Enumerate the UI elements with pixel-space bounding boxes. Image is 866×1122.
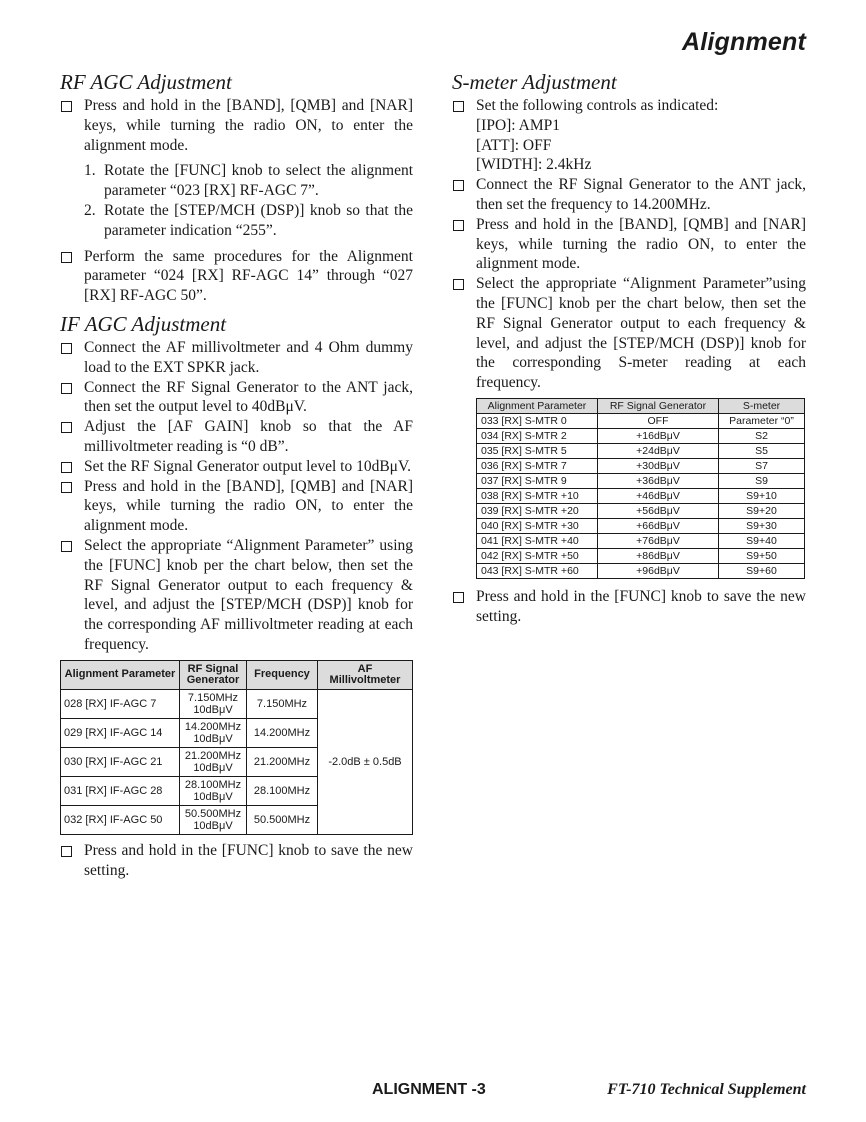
table-row bbox=[477, 473, 805, 488]
param-cell: 032 [RX] IF-AGC 50 bbox=[61, 805, 180, 834]
smeter-cell: S9+30 bbox=[719, 518, 805, 533]
rf-agc-item bbox=[60, 247, 413, 306]
frequency-cell: 7.150MHz bbox=[247, 689, 318, 718]
smeter-item bbox=[452, 175, 806, 215]
frequency-cell: 28.100MHz bbox=[247, 776, 318, 805]
smeter-cell: S7 bbox=[719, 458, 805, 473]
if-agc-item bbox=[60, 536, 413, 655]
smeter-cell: S9+50 bbox=[719, 548, 805, 563]
page-header-title: Alignment bbox=[681, 28, 806, 56]
smeter-item-text: Select the appropriate “Alignment Parameter”using the [FUNC] knob per the chart below, then set the RF Signal Generator output to each frequency & level, and adjust the [STEP/MCH (DSP)] knob for the corresponding S-meter reading at each frequency. bbox=[476, 275, 806, 392]
smeter-item bbox=[452, 96, 806, 116]
generator-cell bbox=[180, 689, 247, 718]
column-header: Alignment Parameter bbox=[61, 660, 180, 689]
param-cell: 030 [RX] IF-AGC 21 bbox=[61, 747, 180, 776]
table-row bbox=[477, 503, 805, 518]
table-row bbox=[477, 548, 805, 563]
param-cell: 041 [RX] S-MTR +40 bbox=[477, 533, 598, 548]
if-agc-final-text: Press and hold in the [FUNC] knob to save the new setting. bbox=[84, 841, 413, 879]
table-row bbox=[61, 689, 413, 718]
checkbox-icon bbox=[61, 422, 72, 433]
smeter-item bbox=[452, 274, 806, 393]
smeter-table-body bbox=[477, 413, 805, 578]
rf-agc-item bbox=[60, 96, 413, 155]
generator-cell: +24dBμV bbox=[598, 443, 719, 458]
smeter-cell: S9+10 bbox=[719, 488, 805, 503]
if-agc-final-item bbox=[60, 841, 413, 881]
smeter-item bbox=[452, 215, 806, 274]
checkbox-icon bbox=[61, 846, 72, 857]
checkbox-icon bbox=[61, 101, 72, 112]
generator-cell: +36dBμV bbox=[598, 473, 719, 488]
left-column bbox=[60, 70, 413, 880]
step-number: 1. bbox=[84, 162, 96, 180]
generator-cell: +46dBμV bbox=[598, 488, 719, 503]
table-row bbox=[477, 413, 805, 428]
smeter-final-text: Press and hold in the [FUNC] knob to save the new setting. bbox=[476, 587, 806, 625]
table-row bbox=[477, 488, 805, 503]
table-header-row bbox=[61, 660, 413, 689]
table-row bbox=[477, 518, 805, 533]
param-cell: 038 [RX] S-MTR +10 bbox=[477, 488, 598, 503]
param-cell: 037 [RX] S-MTR 9 bbox=[477, 473, 598, 488]
document-title: FT-710 Technical Supplement bbox=[607, 1081, 806, 1098]
generator-cell: +66dBμV bbox=[598, 518, 719, 533]
if-agc-item-text: Select the appropriate “Alignment Parameter” using the [FUNC] knob per the chart below, then set the RF Signal Generator output to each frequency & level, and adjust the [STEP/MCH (DSP)] knob for the corresponding AF millivoltmeter reading at each frequency. bbox=[84, 536, 413, 653]
if-agc-item bbox=[60, 338, 413, 378]
column-header: AF Millivoltmeter bbox=[318, 660, 413, 689]
step-number: 2. bbox=[84, 201, 96, 219]
smeter-cell: S9+20 bbox=[719, 503, 805, 518]
if-agc-item bbox=[60, 477, 413, 536]
control-setting: [IPO]: AMP1 bbox=[476, 116, 560, 134]
param-cell: 028 [RX] IF-AGC 7 bbox=[61, 689, 180, 718]
checkbox-icon bbox=[453, 101, 464, 112]
smeter-cell: S9+60 bbox=[719, 563, 805, 578]
step-text: Rotate the [STEP/MCH (DSP)] knob so that the parameter indication “255”. bbox=[104, 201, 413, 239]
smeter-cell: Parameter “0” bbox=[719, 413, 805, 428]
rf-agc-title: RF AGC Adjustment bbox=[60, 70, 232, 94]
smeter-table bbox=[476, 398, 805, 579]
checkbox-icon bbox=[453, 279, 464, 290]
column-header: S-meter bbox=[719, 398, 805, 413]
smeter-cell: S5 bbox=[719, 443, 805, 458]
gen-level: 10dBμV bbox=[193, 732, 233, 745]
generator-cell: +86dBμV bbox=[598, 548, 719, 563]
if-agc-item-text: Press and hold in the [BAND], [QMB] and [NAR] keys, while turning the radio ON, to enter the alignment mode. bbox=[84, 477, 413, 535]
smeter-item-text: Connect the RF Signal Generator to the ANT jack, then set the frequency to 14.200MHz. bbox=[476, 176, 806, 213]
checkbox-icon bbox=[453, 180, 464, 191]
param-cell: 034 [RX] S-MTR 2 bbox=[477, 428, 598, 443]
step-text: Rotate the [FUNC] knob to select the alignment parameter “023 [RX] RF-AGC 7”. bbox=[104, 162, 413, 200]
smeter-item-text: Set the following controls as indicated: bbox=[476, 97, 719, 114]
param-cell: 036 [RX] S-MTR 7 bbox=[477, 458, 598, 473]
gen-level: 10dBμV bbox=[193, 703, 233, 716]
generator-cell bbox=[180, 747, 247, 776]
gen-freq: 21.200MHz bbox=[184, 749, 242, 762]
generator-cell bbox=[180, 718, 247, 747]
checkbox-icon bbox=[61, 252, 72, 263]
generator-cell bbox=[180, 805, 247, 834]
gen-level: 10dBμV bbox=[193, 819, 233, 832]
column-header: RF Signal Generator bbox=[180, 660, 247, 689]
column-header: Frequency bbox=[247, 660, 318, 689]
checkbox-icon bbox=[453, 220, 464, 231]
smeter-title: S-meter Adjustment bbox=[452, 70, 617, 94]
if-agc-item bbox=[60, 457, 413, 477]
param-cell: 031 [RX] IF-AGC 28 bbox=[61, 776, 180, 805]
rf-agc-step bbox=[60, 161, 413, 201]
if-agc-title: IF AGC Adjustment bbox=[60, 311, 227, 336]
generator-cell bbox=[180, 776, 247, 805]
param-cell: 035 [RX] S-MTR 5 bbox=[477, 443, 598, 458]
if-agc-item bbox=[60, 417, 413, 457]
table-row bbox=[477, 563, 805, 578]
param-cell: 040 [RX] S-MTR +30 bbox=[477, 518, 598, 533]
smeter-cell: S2 bbox=[719, 428, 805, 443]
checkbox-icon bbox=[61, 462, 72, 473]
frequency-cell: 21.200MHz bbox=[247, 747, 318, 776]
table-row bbox=[477, 443, 805, 458]
right-column bbox=[452, 70, 806, 627]
generator-cell: +56dBμV bbox=[598, 503, 719, 518]
param-cell: 042 [RX] S-MTR +50 bbox=[477, 548, 598, 563]
table-row bbox=[477, 428, 805, 443]
millivoltmeter-cell: -2.0dB ± 0.5dB bbox=[318, 689, 413, 834]
checkbox-icon bbox=[61, 541, 72, 552]
frequency-cell: 14.200MHz bbox=[247, 718, 318, 747]
if-agc-item-text: Adjust the [AF GAIN] knob so that the AF millivoltmeter reading is “0 dB”. bbox=[84, 418, 413, 455]
checkbox-icon bbox=[61, 343, 72, 354]
param-cell: 043 [RX] S-MTR +60 bbox=[477, 563, 598, 578]
param-cell: 033 [RX] S-MTR 0 bbox=[477, 413, 598, 428]
if-agc-item bbox=[60, 378, 413, 418]
checkbox-icon bbox=[61, 383, 72, 394]
smeter-cell: S9 bbox=[719, 473, 805, 488]
gen-level: 10dBμV bbox=[193, 761, 233, 774]
generator-cell: +16dBμV bbox=[598, 428, 719, 443]
gen-freq: 50.500MHz bbox=[184, 807, 242, 820]
column-header: Alignment Parameter bbox=[477, 398, 598, 413]
if-agc-table bbox=[60, 660, 413, 835]
if-agc-item-text: Connect the AF millivoltmeter and 4 Ohm dummy load to the EXT SPKR jack. bbox=[84, 338, 413, 376]
control-setting: [ATT]: OFF bbox=[476, 136, 552, 154]
gen-freq: 14.200MHz bbox=[184, 720, 242, 733]
gen-freq: 28.100MHz bbox=[184, 778, 242, 791]
generator-cell: +30dBμV bbox=[598, 458, 719, 473]
smeter-item-text: Press and hold in the [BAND], [QMB] and [NAR] keys, while turning the radio ON, to enter the alignment mode. bbox=[476, 215, 806, 273]
gen-level: 10dBμV bbox=[193, 790, 233, 803]
if-agc-item-text: Set the RF Signal Generator output level to 10dBμV. bbox=[84, 457, 412, 475]
rf-agc-item-text: Perform the same procedures for the Alignment parameter “024 [RX] RF-AGC 14” through “027 [RX] RF-AGC 50”. bbox=[84, 247, 413, 305]
rf-agc-step bbox=[60, 201, 413, 241]
generator-cell: OFF bbox=[598, 413, 719, 428]
param-cell: 039 [RX] S-MTR +20 bbox=[477, 503, 598, 518]
smeter-cell: S9+40 bbox=[719, 533, 805, 548]
column-header: RF Signal Generator bbox=[598, 398, 719, 413]
frequency-cell: 50.500MHz bbox=[247, 805, 318, 834]
generator-cell: +96dBμV bbox=[598, 563, 719, 578]
table-row bbox=[477, 533, 805, 548]
rf-agc-item-text: Press and hold in the [BAND], [QMB] and [NAR] keys, while turning the radio ON, to enter the alignment mode. bbox=[84, 97, 413, 154]
checkbox-icon bbox=[61, 482, 72, 493]
table-row bbox=[477, 458, 805, 473]
smeter-final-item bbox=[452, 587, 806, 627]
if-agc-item-text: Connect the RF Signal Generator to the ANT jack, then set the output level to 40dBμV. bbox=[84, 378, 413, 416]
generator-cell: +76dBμV bbox=[598, 533, 719, 548]
table-header-row bbox=[477, 398, 805, 413]
param-cell: 029 [RX] IF-AGC 14 bbox=[61, 718, 180, 747]
checkbox-icon bbox=[453, 592, 464, 603]
gen-freq: 7.150MHz bbox=[187, 691, 239, 704]
control-setting: [WIDTH]: 2.4kHz bbox=[476, 156, 592, 174]
page-number: ALIGNMENT -3 bbox=[372, 1081, 486, 1098]
